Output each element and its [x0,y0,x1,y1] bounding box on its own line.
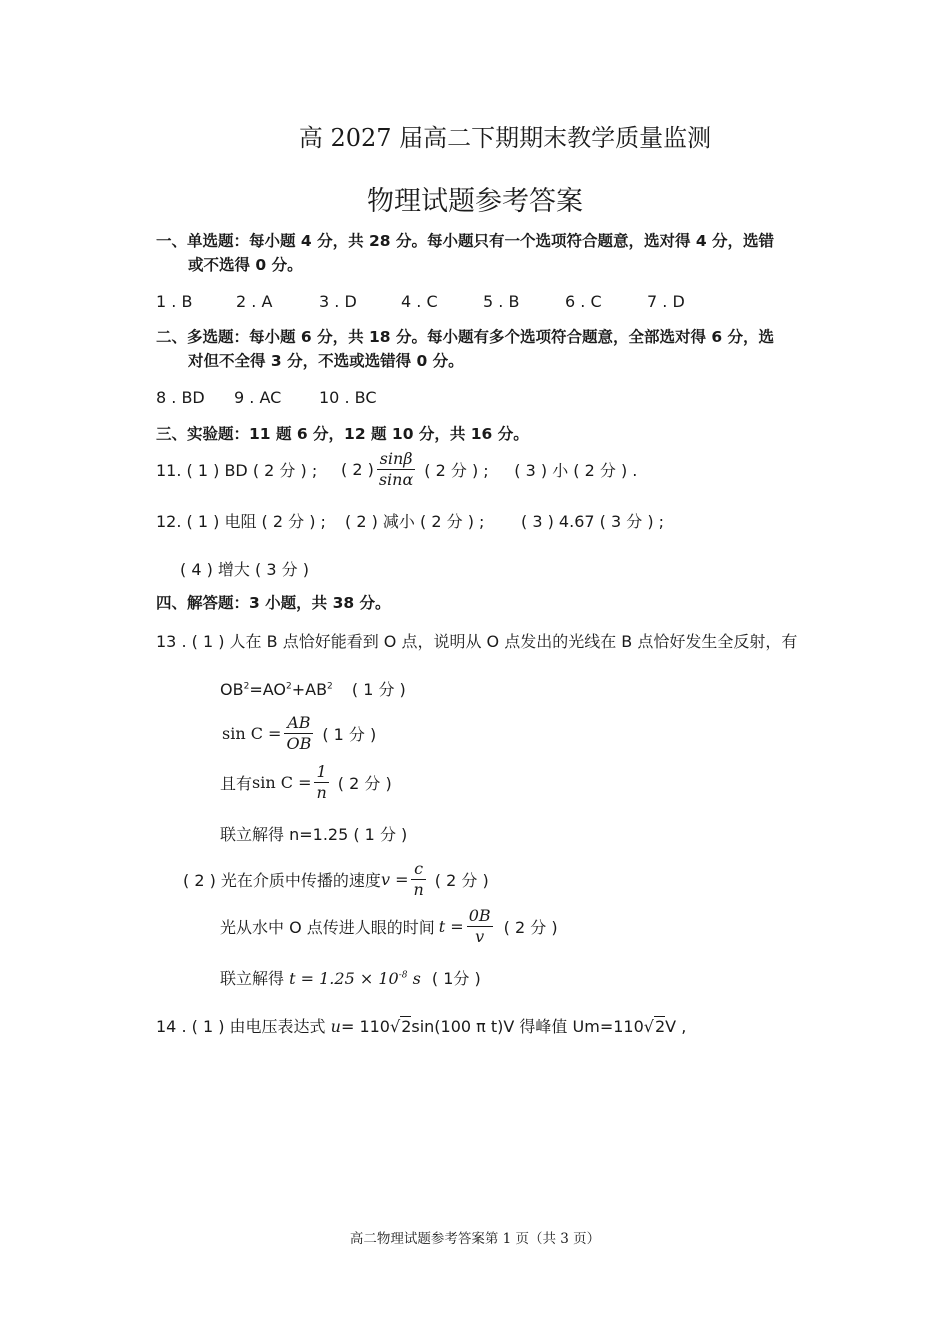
q13-eq2-num: AB [284,713,313,734]
q11-answer [156,449,637,490]
q13-part2b [220,906,558,947]
answer-5: 5 . B [483,292,520,311]
q13-part2-fraction [411,859,425,900]
answer-3: 3 . D [319,292,357,311]
q12-part2: ( 2 ) 减小 ( 2 分 ) ; [345,512,485,531]
q13-eq1-sup1: 2 [243,681,250,692]
answer-2: 2 . A [236,292,273,311]
section1-answers [156,292,685,311]
q13-eq2 [222,713,376,754]
q13-part2-den: n [413,880,424,899]
q13-eq3-lhs: sin C = [252,773,312,792]
q13-eq2-fraction [284,713,313,754]
page-footer: 高二物理试题参考答案第 1 页（共 3 页） [349,1231,601,1247]
q13-part2c-eq: t = 1.25 × 10 [289,969,399,988]
q13-eq1-sup3: 2 [327,681,333,692]
q12-answer [156,509,664,532]
answer-8: 8 . BD [156,388,205,407]
q13-eq2-den: OB [286,734,312,753]
q13-eq1-ab: +AB [291,680,328,699]
q13-eq3-num: 1 [314,762,328,783]
q13-eq3-fraction [314,762,328,803]
section2-heading-line1: 二、多选题：每小题 6 分，共 18 分。每小题有多个选项符合题意，全部选对得 6 分，选 [156,328,775,346]
q13-eq3-prefix: 且有 [220,774,253,793]
q14-intro [156,1014,686,1037]
q13-part2-score: ( 2 分 ) [434,871,489,890]
q12-part1: 12. ( 1 ) 电阻 ( 2 分 ) ; [156,512,326,531]
section4-heading: 四、解答题：3 小题，共 38 分。 [156,594,391,612]
q13-eq1-ob: OB [220,680,244,699]
q13-eq1-score: ( 1 分 ) [351,680,406,699]
answer-7: 7 . D [647,292,685,311]
q13-eq1 [220,677,406,700]
q11-part3: ( 3 ) 小 ( 2 分 ) . [514,461,638,480]
answer-4: 4 . C [401,292,438,311]
q14-sqrt-1: 2 [401,1017,412,1036]
q13-eq3-den: n [316,783,327,802]
q11-part1: 11. ( 1 ) BD ( 2 分 ) ; [156,461,318,480]
q13-part2c-exp: -8 [398,970,408,981]
q14-u: u [330,1017,341,1036]
q11-numerator: sinβ [377,449,415,470]
answer-1: 1 . B [156,292,193,311]
q13-part2 [183,859,489,900]
q13-eq4: 联立解得 n=1.25 ( 1 分 ) [220,825,408,844]
q14-prefix: 14 . ( 1 ) 由电压表达式 [156,1017,326,1036]
q11-part2-score: ( 2 分 ) ; [424,461,489,480]
section2-heading-line2: 对但不全得 3 分，不选或选错得 0 分。 [188,352,464,370]
q12-part3: ( 3 ) 4.67 ( 3 分 ) ; [521,512,665,531]
section2-answers [156,388,376,407]
q13-part2c-score: ( 1分 ) [431,969,481,988]
answer-10: 10 . BC [319,388,377,407]
q13-part2b-prefix: 光从水中 O 点传进人眼的时间 [220,918,435,937]
q14-eq-c: V , [665,1017,687,1036]
q13-part2b-fraction [467,906,493,947]
q13-eq3 [220,762,392,803]
q14-sqrt-sign-2: √ [643,1017,654,1036]
answer-6: 6 . C [565,292,602,311]
q13-eq3-score: ( 2 分 ) [337,774,392,793]
q13-part2c-prefix: 联立解得 [220,969,285,988]
q13-part2b-den: v [475,927,485,946]
section1-heading-line1: 一、单选题：每小题 4 分，共 28 分。每小题只有一个选项符合题意，选对得 4 分，选错 [156,232,775,250]
q11-denominator: sinα [378,470,414,489]
q13-eq1-sup2: 2 [285,681,292,692]
q13-part2-num: c [411,859,425,880]
q13-part2b-lhs: t = [438,917,464,936]
q13-part2-prefix: ( 2 ) 光在介质中传播的速度 [183,871,381,890]
q13-intro: 13 . ( 1 ) 人在 B 点恰好能看到 O 点，说明从 O 点发出的光线在 B 点恰好发生全反射，有 [156,632,798,651]
q12-part4: ( 4 ) 增大 ( 3 分 ) [180,560,309,579]
q13-part2b-score: ( 2 分 ) [503,918,558,937]
q14-eq-a: = 110 [340,1017,390,1036]
q13-part2c-unit: s [412,969,421,988]
q13-eq2-score: ( 1 分 ) [322,725,377,744]
q14-sqrt-2: 2 [654,1017,666,1036]
q11-fraction [377,449,415,490]
q13-eq1-ao: =AO [249,680,286,699]
section1-heading-line2: 或不选得 0 分。 [188,256,303,274]
q13-part2-lhs: v = [380,870,409,889]
q14-sqrt-sign-1: √ [389,1017,401,1036]
document-subtitle: 物理试题参考答案 [367,186,583,217]
q13-eq2-lhs: sin C = [222,724,282,743]
section3-heading: 三、实验题：11 题 6 分，12 题 10 分，共 16 分。 [156,425,529,443]
q13-part2b-num: 0B [468,906,491,925]
answer-9: 9 . AC [234,388,282,407]
q14-eq-b: sin(100 π t)V 得峰值 Um=110 [411,1017,644,1036]
q13-part2c [220,966,481,989]
q11-part2-label: ( 2 ) [341,460,374,479]
page-title: 高 2027 届高二下期期末教学质量监测 [298,124,712,152]
